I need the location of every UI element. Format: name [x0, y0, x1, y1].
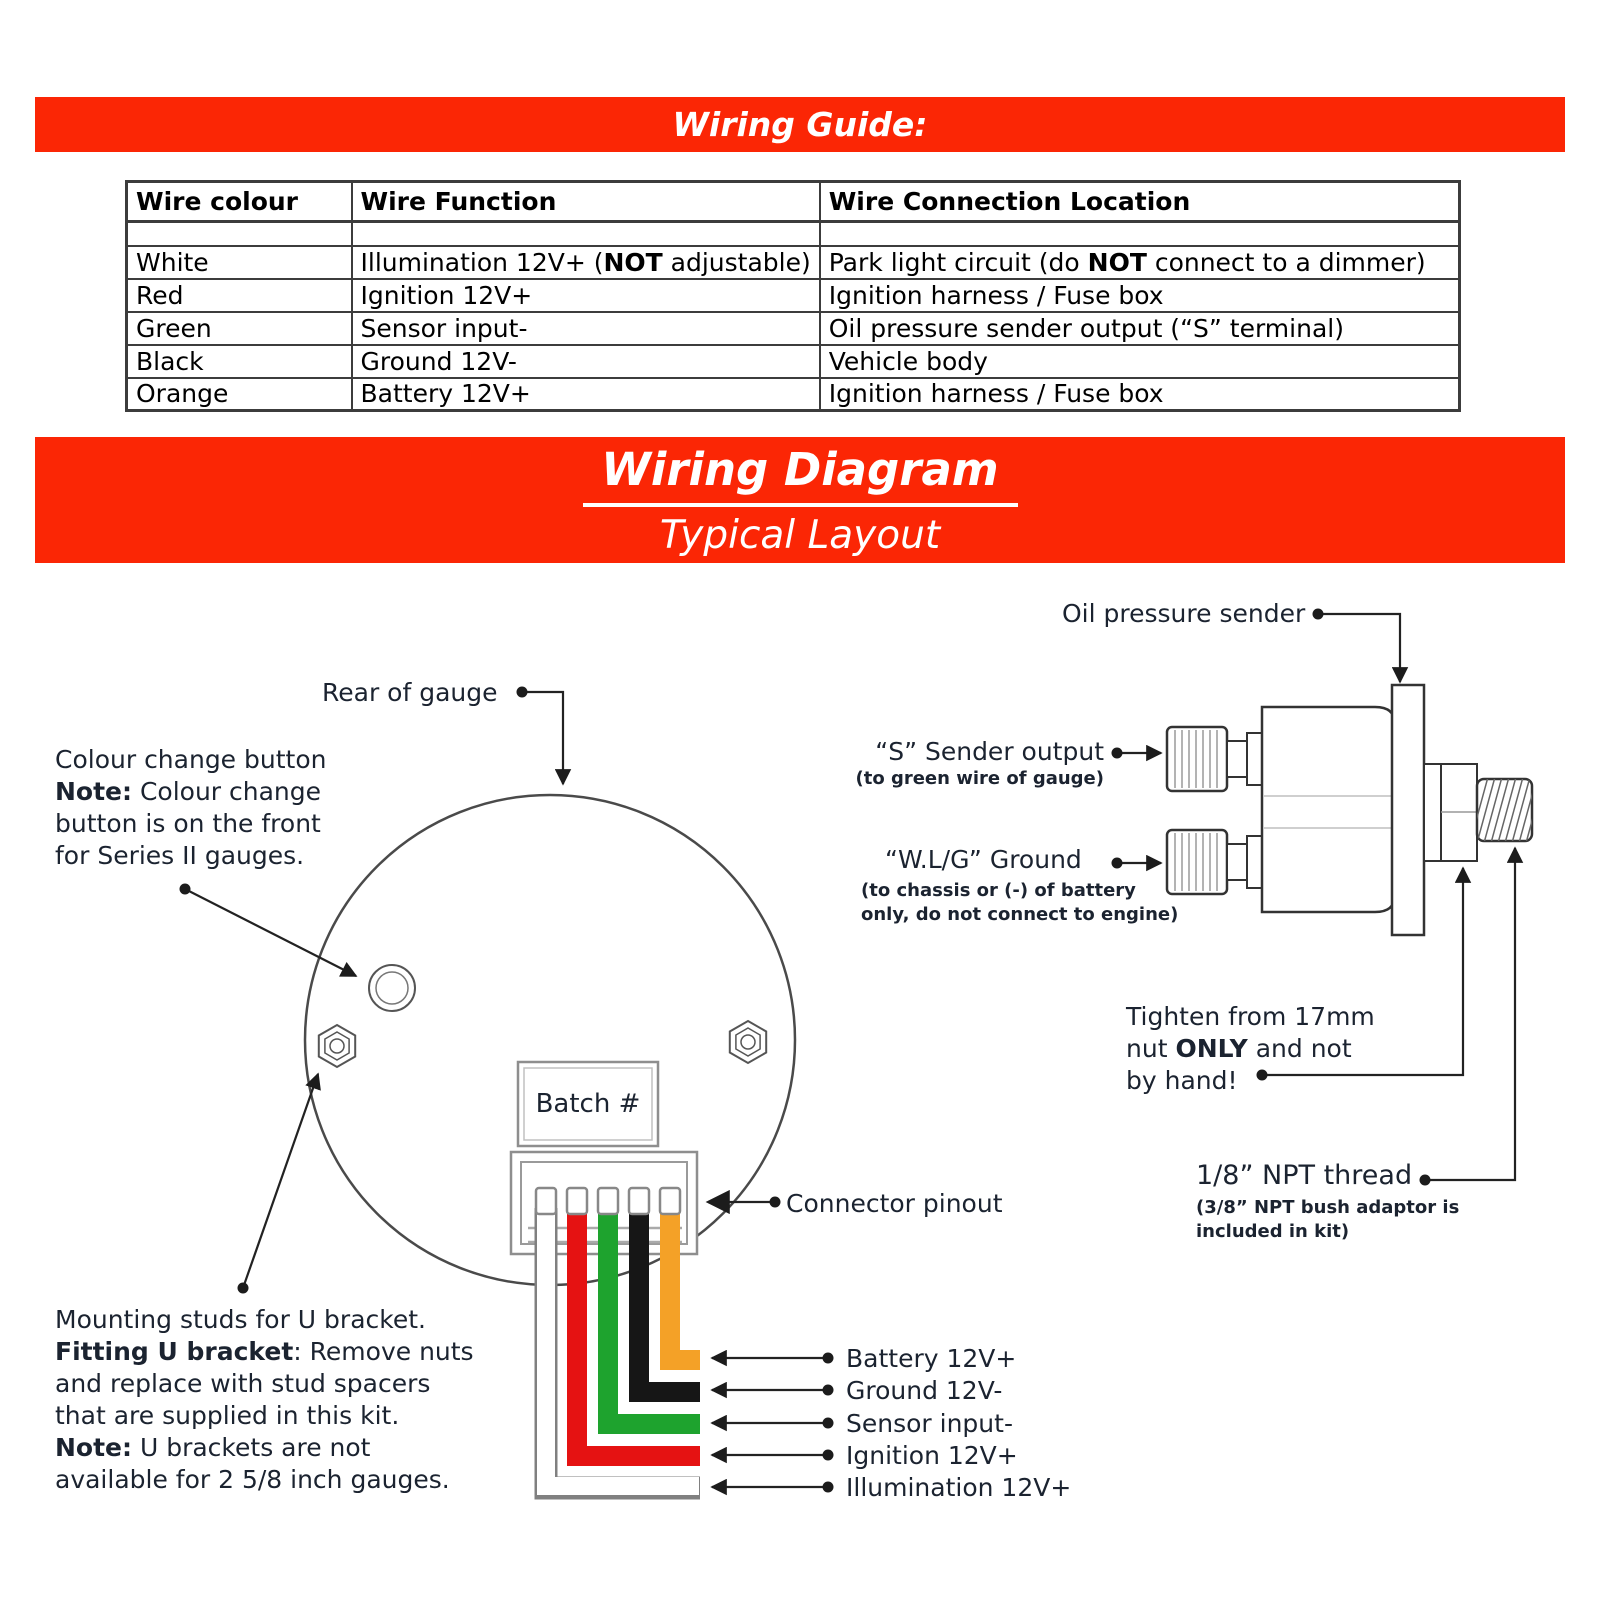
rear-of-gauge-label: Rear of gauge [322, 678, 498, 707]
npt-thread-label: 1/8” NPT thread (3/8” NPT bush adaptor is included in kit) [1196, 1160, 1460, 1243]
wire-label-ground: Ground 12V- [846, 1376, 1003, 1405]
wire-label-ignition: Ignition 12V+ [846, 1441, 1018, 1470]
wire-location-cell: Ignition harness / Fuse box [820, 378, 1460, 411]
mounting-stud-right [730, 1021, 766, 1063]
wiring-diagram-title: Wiring Diagram [601, 442, 999, 496]
wire-location-cell: Park light circuit (do NOT connect to a dimmer) [820, 246, 1460, 279]
table-spacer-row [127, 222, 1460, 246]
mounting-studs-note: Mounting studs for U bracket. Fitting U bracket: Remove nuts and replace with stud spacers that are supplied in this kit. Note: U brackets are not available for 2 5/8 inch gauges. [55, 1305, 474, 1494]
title-underline [583, 503, 1018, 507]
header-wire-connection: Wire Connection Location [820, 182, 1460, 222]
wiring-diagram-banner [35, 437, 1565, 563]
oil-pressure-sender-label: Oil pressure sender [1062, 599, 1306, 628]
table-row-white [127, 246, 1460, 279]
wire-location-cell: Oil pressure sender output (“S” terminal) [820, 312, 1460, 345]
table-row-black [127, 345, 1460, 378]
colour-change-button [369, 965, 415, 1011]
table-header-row [127, 182, 1460, 222]
wire-colour-cell: Orange [127, 378, 352, 411]
wire-function-cell: Ground 12V- [352, 345, 820, 378]
wlg-ground-label: “W.L/G” Ground (to chassis or (-) of battery only, do not connect to engine) [861, 845, 1179, 925]
connector-pinout-label: Connector pinout [786, 1189, 1003, 1218]
header-wire-function: Wire Function [352, 182, 820, 222]
wiring-diagram-subtitle: Typical Layout [659, 512, 941, 558]
table-row-orange [127, 378, 1460, 411]
wire-label-illumination: Illumination 12V+ [846, 1473, 1072, 1502]
oil-pressure-sender-drawing [1167, 685, 1544, 935]
wiring-guide-table [125, 180, 1461, 412]
wire-colour-cell: Red [127, 279, 352, 312]
wire-function-cell: Battery 12V+ [352, 378, 820, 411]
wire-label-battery: Battery 12V+ [846, 1344, 1017, 1373]
wire-colour-cell: White [127, 246, 352, 279]
wiring-guide-title: Wiring Guide: [672, 105, 928, 144]
wire-label-sensor: Sensor input- [846, 1409, 1013, 1438]
tighten-note: Tighten from 17mm nut ONLY and not by hand! [1126, 1002, 1375, 1095]
colour-change-note: Colour change button Note: Colour change button is on the front for Series II gauges. [55, 745, 327, 870]
table-row-green [127, 312, 1460, 345]
s-sender-output-label: “S” Sender output (to green wire of gauge) [855, 737, 1104, 789]
wire-location-cell: Ignition harness / Fuse box [820, 279, 1460, 312]
wire-function-cell: Sensor input- [352, 312, 820, 345]
batch-number-label: Batch # [535, 1089, 641, 1119]
wire-function-cell: Illumination 12V+ (NOT adjustable) [352, 246, 820, 279]
wiring-guide-banner [35, 97, 1565, 152]
wire-location-cell: Vehicle body [820, 345, 1460, 378]
mounting-stud-left [319, 1025, 355, 1067]
header-wire-colour: Wire colour [127, 182, 352, 222]
wire-colour-cell: Green [127, 312, 352, 345]
wire-colour-cell: Black [127, 345, 352, 378]
wire-function-cell: Ignition 12V+ [352, 279, 820, 312]
table-row-red [127, 279, 1460, 312]
